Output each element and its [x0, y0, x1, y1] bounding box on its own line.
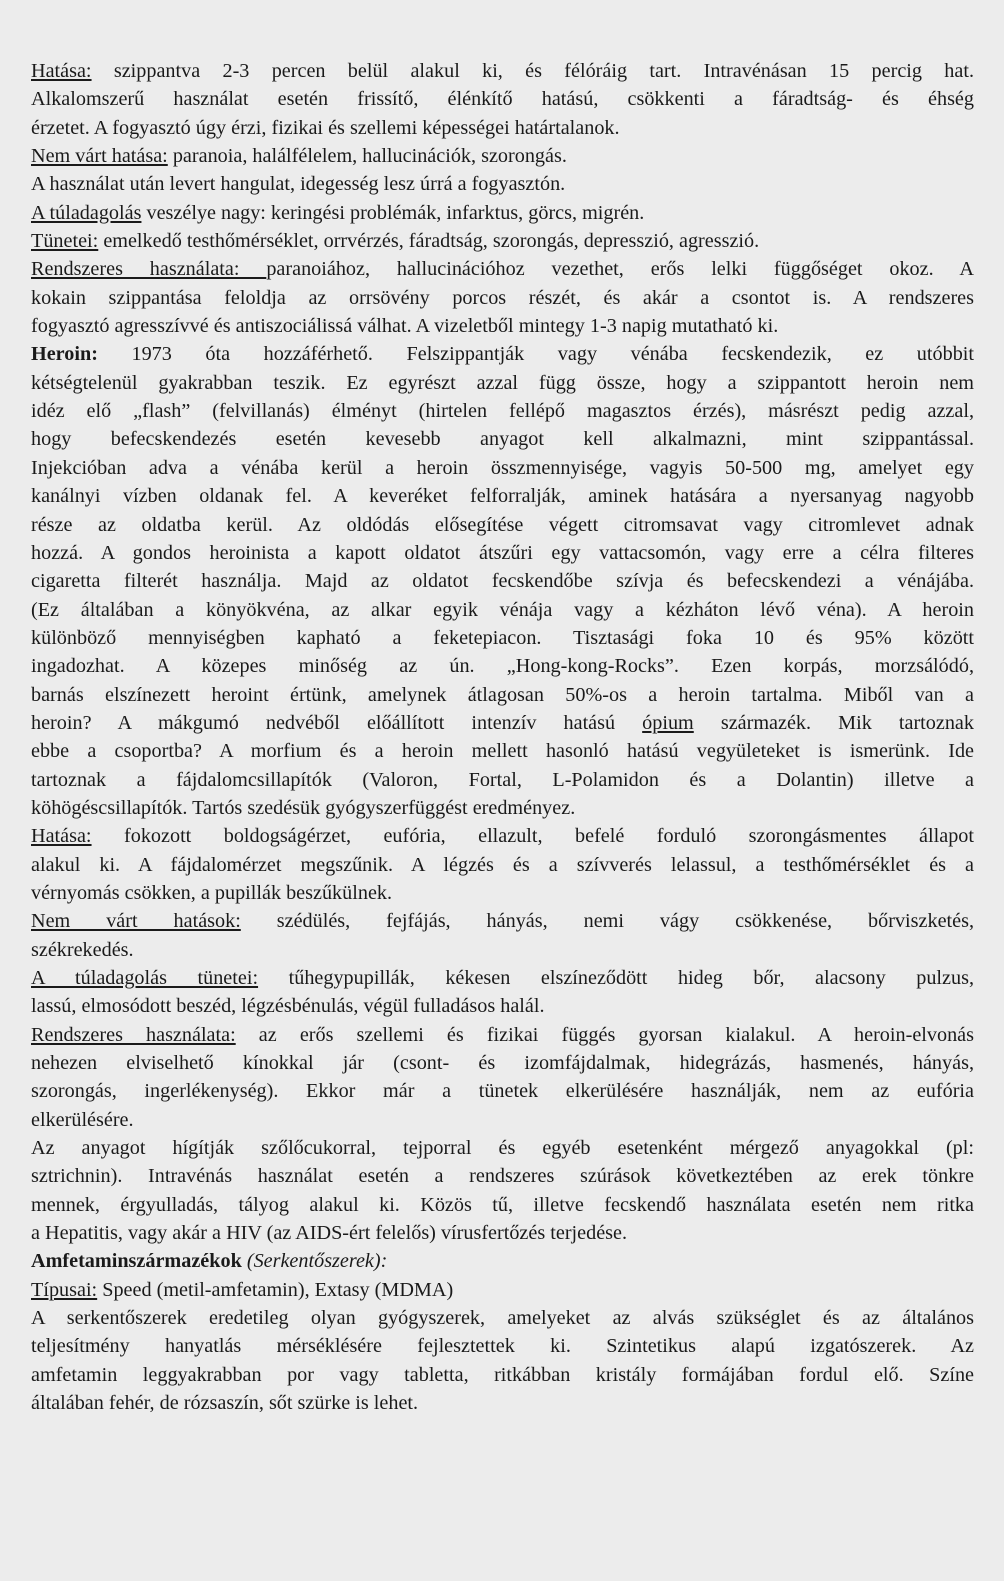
text-run: emelkedő testhőmérséklet, orrvérzés, fáradtság, szorongás, depresszió, agresszió. [98, 230, 760, 253]
text-line [31, 255, 974, 283]
text-line [31, 1077, 974, 1105]
text-run: származék. Mik tartoznak [693, 711, 974, 734]
text-run: veszélye nagy: keringési problémák, infarktus, görcs, migrén. [141, 201, 645, 224]
text-run: 1973 óta hozzáférhető. Felszippantják vagy vénába fecskendezik, ez utóbbit [97, 343, 974, 366]
text-line [31, 1276, 974, 1304]
text-run: szippantva 2-3 percen belül alakul ki, és félóráig tart. Intravénásan 15 percig hat. [91, 60, 974, 82]
text-run: mennek, érgyulladás, tályog alakul ki. Közös tű, illetve fecskendő használata esetén nem ritka [31, 1193, 974, 1216]
text-run: szorongás, ingerlékenység). Ekkor már a tünetek elkerülésére használják, nem az eufória [31, 1080, 974, 1103]
text-line [31, 1106, 974, 1134]
text-run: barnás elszínezett heroint értünk, amelynek átlagosan 50%-os a heroin tartalma. Miből van a [31, 683, 974, 706]
bold-heading: Amfetaminszármazékok [31, 1250, 242, 1273]
text-line [31, 879, 974, 907]
underlined-heading: Rendszeres használata: [31, 258, 267, 281]
text-line [31, 425, 974, 453]
text-line [31, 454, 974, 482]
underlined-heading: Hatása: [31, 825, 92, 848]
text-run: ingadozhat. A közepes minőség az ún. „Hong-kong-Rocks”. Ezen korpás, morzsálódó, [31, 655, 974, 678]
text-run: tűhegypupillák, kékesen elszíneződött hideg bőr, alacsony pulzus, [258, 967, 974, 989]
text-line [31, 851, 974, 879]
text-run: vérnyomás csökken, a pupillák beszűkülnek. [31, 881, 393, 904]
text-line [31, 1247, 974, 1275]
text-line [31, 964, 974, 992]
text-line [31, 992, 974, 1020]
text-run: általában fehér, de rózsaszín, sőt szürke is lehet. [31, 1392, 419, 1415]
text-run: fogyasztó agresszívvé és antiszociálissá válhat. A vizeletből mintegy 1-3 napig mutatható ki. [31, 315, 779, 338]
text-run: (Ez általában a könyökvéna, az alkar egyik vénája vagy a kézháton lévő véna). A heroin [31, 598, 974, 621]
text-line [31, 1162, 974, 1190]
underlined-heading: Nem várt hatások: [31, 910, 241, 933]
text-run: ebbe a csoportba? A morfium és a heroin mellett hasonló hatású vegyületeket is ismerünk. Ide [31, 740, 974, 763]
text-line [31, 397, 974, 425]
text-run: köhögéscsillapítók. Tartós szedésük gyógyszerfüggést eredményez. [31, 796, 576, 819]
underlined-heading: A túladagolás tünetei: [31, 967, 259, 989]
text-line [31, 681, 974, 709]
underlined-heading: A túladagolás [31, 201, 142, 224]
text-line [31, 284, 974, 312]
text-line [31, 312, 974, 340]
text-run: kanálnyi vízben oldanak fel. A keveréket felforralják, aminek hatására a nyersanyag nagyobb [31, 485, 974, 508]
document-body [31, 57, 974, 1418]
italic-subtitle: (Serkentőszerek): [246, 1250, 388, 1273]
text-line [31, 1332, 974, 1360]
text-line [31, 114, 974, 142]
text-run: székrekedés. [31, 938, 134, 961]
underlined-heading: Hatása: [31, 60, 92, 82]
text-line [31, 199, 974, 227]
text-line [31, 539, 974, 567]
text-line [31, 737, 974, 765]
text-run: része az oldatba kerül. Az oldódás elősegítése végett citromsavat vagy citromlevet adnak [31, 513, 974, 536]
text-run: Az anyagot hígítják szőlőcukorral, tejporral és egyéb esetenként mérgező anyagokkal (pl: [31, 1137, 974, 1160]
text-line [31, 936, 974, 964]
text-run: paranoia, halálfélelem, hallucinációk, szorongás. [167, 145, 567, 168]
text-run: hozzá. A gondos heroinista a kapott oldatot átszűri egy vattacsomón, vagy erre a célra filteres [31, 541, 974, 564]
bold-heading: Heroin: [31, 343, 98, 366]
text-run: kokain szippantása feloldja az orrsövény porcos részét, és akár a csontot is. A rendszeres [31, 286, 974, 309]
text-run: teljesítmény hanyatlás mérséklésére fejlesztettek ki. Szintetikus alapú izgatószerek. Az [31, 1335, 974, 1358]
text-run: a Hepatitis, vagy akár a HIV (az AIDS-ért felelős) vírusfertőzés terjedése. [31, 1222, 628, 1245]
text-line [31, 482, 974, 510]
underlined-heading: ópium [642, 711, 694, 734]
text-run: paranoiához, hallucinációhoz vezethet, erős lelki függőséget okoz. A [266, 258, 974, 281]
text-line [31, 142, 974, 170]
text-line [31, 1304, 974, 1332]
text-run: Injekcióban adva a vénába kerül a heroin összmennyisége, vagyis 50-500 mg, amelyet egy [31, 456, 974, 479]
text-line [31, 596, 974, 624]
text-line [31, 907, 974, 935]
text-run: idéz elő „flash” (felvillanás) élményt (hirtelen fellépő magasztos érzés), másrészt pedig azzal, [31, 400, 974, 423]
text-run: heroin? A mákgumó nedvéből előállított intenzív hatású [31, 711, 643, 734]
text-run: az erős szellemi és fizikai függés gyorsan kialakul. A heroin-elvonás [235, 1023, 974, 1046]
text-run: alakul ki. A fájdalomérzet megszűnik. A légzés és a szívverés lelassul, a testhőmérséklet és a [31, 853, 974, 876]
text-run: nehezen elviselhető kínokkal jár (csont- és izomfájdalmak, hidegrázás, hasmenés, hányás, [31, 1052, 974, 1075]
text-run: fokozott boldogságérzet, eufória, ellazult, befelé forduló szorongásmentes állapot [91, 825, 974, 848]
text-line [31, 766, 974, 794]
underlined-heading: Nem várt hatása: [31, 145, 168, 168]
text-run: hogy befecskendezés esetén kevesebb anyagot kell alkalmazni, mint szippantással. [31, 428, 974, 451]
text-line [31, 369, 974, 397]
text-run: Alkalomszerű használat esetén frissítő, élénkítő hatású, csökkenti a fáradtság- és éhség [31, 88, 974, 111]
text-line [31, 227, 974, 255]
text-run: cigaretta filterét használja. Majd az oldatot fecskendőbe szívja és befecskendezi a vénájába. [31, 570, 974, 593]
text-run: elkerülésére. [31, 1108, 134, 1131]
text-line [31, 170, 974, 198]
text-line [31, 1389, 974, 1417]
text-run: sztrichnin). Intravénás használat esetén a rendszeres szúrások következtében az erek tönkre [31, 1165, 974, 1188]
text-line [31, 511, 974, 539]
text-line [31, 1049, 974, 1077]
text-line [31, 822, 974, 850]
text-line [31, 652, 974, 680]
text-run: különböző mennyiségben kapható a feketepiacon. Tisztasági foka 10 és 95% között [31, 626, 974, 649]
text-run: amfetamin leggyakrabban por vagy tabletta, ritkábban kristály formájában fordul elő. Színe [31, 1363, 974, 1386]
text-line [31, 1134, 974, 1162]
text-run: kétségtelenül gyakrabban teszik. Ez egyrészt azzal függ össze, hogy a szippantott heroin nem [31, 371, 974, 394]
text-run: érzetet. A fogyasztó úgy érzi, fizikai és szellemi képességei határtalanok. [31, 116, 620, 139]
text-line [31, 85, 974, 113]
text-run: A használat után levert hangulat, idegesség lesz úrrá a fogyasztón. [31, 173, 566, 196]
text-run: tartoznak a fájdalomcsillapítók (Valoron, Fortal, L-Polamidon és a Dolantin) illetve a [31, 768, 974, 791]
text-line [31, 340, 974, 368]
text-run: lassú, elmosódott beszéd, légzésbénulás, végül fulladásos halál. [31, 995, 545, 1018]
text-run: Speed (metil-amfetamin), Extasy (MDMA) [97, 1278, 454, 1301]
text-line [31, 1361, 974, 1389]
underlined-heading: Rendszeres használata: [31, 1023, 236, 1046]
text-line [31, 709, 974, 737]
text-line [31, 794, 974, 822]
text-run: szédülés, fejfájás, hányás, nemi vágy csökkenése, bőrviszketés, [240, 910, 974, 933]
text-line [31, 1219, 974, 1247]
text-line [31, 567, 974, 595]
text-line [31, 1021, 974, 1049]
text-line [31, 57, 974, 85]
text-line [31, 1191, 974, 1219]
underlined-heading: Tünetei: [31, 230, 99, 253]
text-line [31, 624, 974, 652]
text-run: A serkentőszerek eredetileg olyan gyógyszerek, amelyeket az alvás szükséglet és az általános [31, 1307, 974, 1330]
underlined-heading: Típusai: [31, 1278, 98, 1301]
